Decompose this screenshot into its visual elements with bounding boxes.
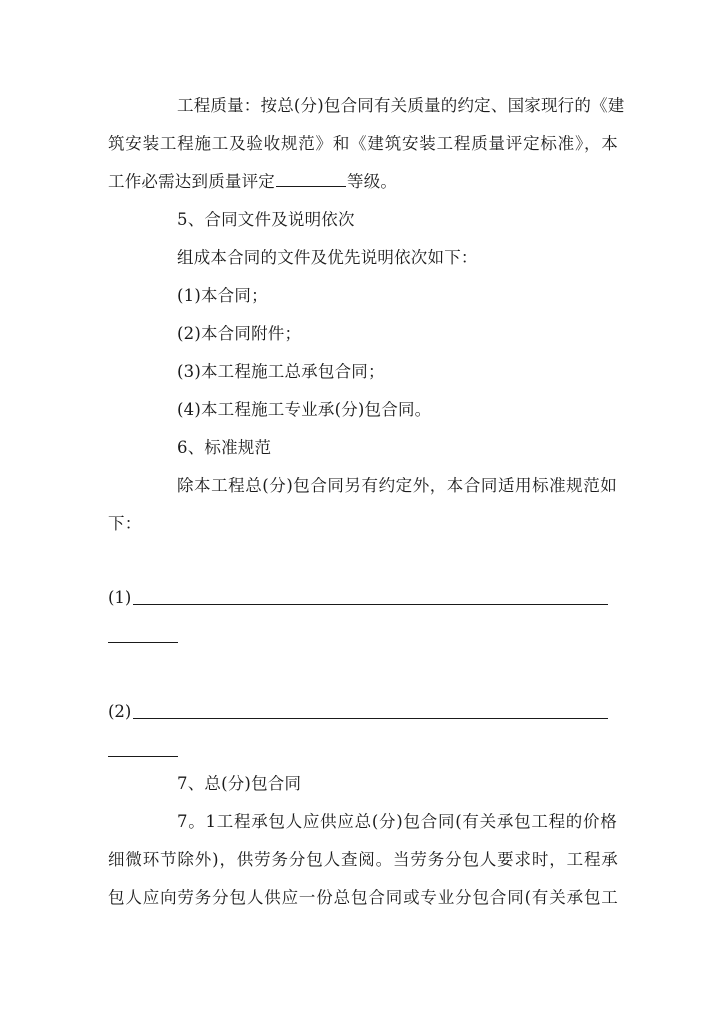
section-7-line-1: 7。1工程承包人应供应总(分)包合同(有关承包工程的价格 (177, 812, 617, 831)
section-5-item-1: (1)本合同； (177, 286, 268, 305)
quality-line-1: 工程质量：按总(分)包合同有关质量的约定、国家现行的《建 (177, 96, 625, 115)
blank-item-1-tail (108, 641, 178, 643)
section-6-line-1: 除本工程总(分)包合同另有约定外，本合同适用标准规范如 (177, 476, 617, 495)
blank-item-1-label: (1) (108, 588, 132, 607)
blank-item-2 (108, 700, 608, 724)
blank-item-1 (108, 586, 608, 610)
section-7-line-2: 细微环节除外)，供劳务分包人查阅。当劳务分包人要求时，工程承 (108, 850, 618, 869)
section-6-heading: 6、标准规范 (177, 438, 272, 457)
section-5-heading: 5、合同文件及说明依次 (177, 210, 355, 229)
quality-line-2: 筑安装工程施工及验收规范》和《建筑安装工程质量评定标准》，本 (108, 134, 618, 153)
section-7-heading: 7、总(分)包合同 (177, 774, 302, 793)
section-5-item-3: (3)本工程施工总承包合同； (177, 362, 385, 381)
blank-item-2-tail (108, 755, 178, 757)
blank-item-2-rule (133, 718, 608, 719)
section-5-intro: 组成本合同的文件及优先说明依次如下： (177, 248, 478, 267)
blank-item-1-rule (133, 604, 608, 605)
quality-line-3 (108, 170, 618, 194)
quality-grade-blank (276, 170, 346, 187)
section-5-item-4: (4)本工程施工专业承(分)包合同。 (177, 400, 432, 419)
section-5-item-2: (2)本合同附件； (177, 324, 302, 343)
section-7-line-3: 包人应向劳务分包人供应一份总包合同或专业分包合同(有关承包工 (108, 888, 618, 907)
quality-line-3-suffix: 等级。 (347, 172, 398, 191)
blank-item-2-label: (2) (108, 702, 132, 721)
quality-line-3-prefix: 工作必需达到质量评定 (108, 172, 275, 191)
section-6-line-2: 下： (108, 514, 142, 533)
